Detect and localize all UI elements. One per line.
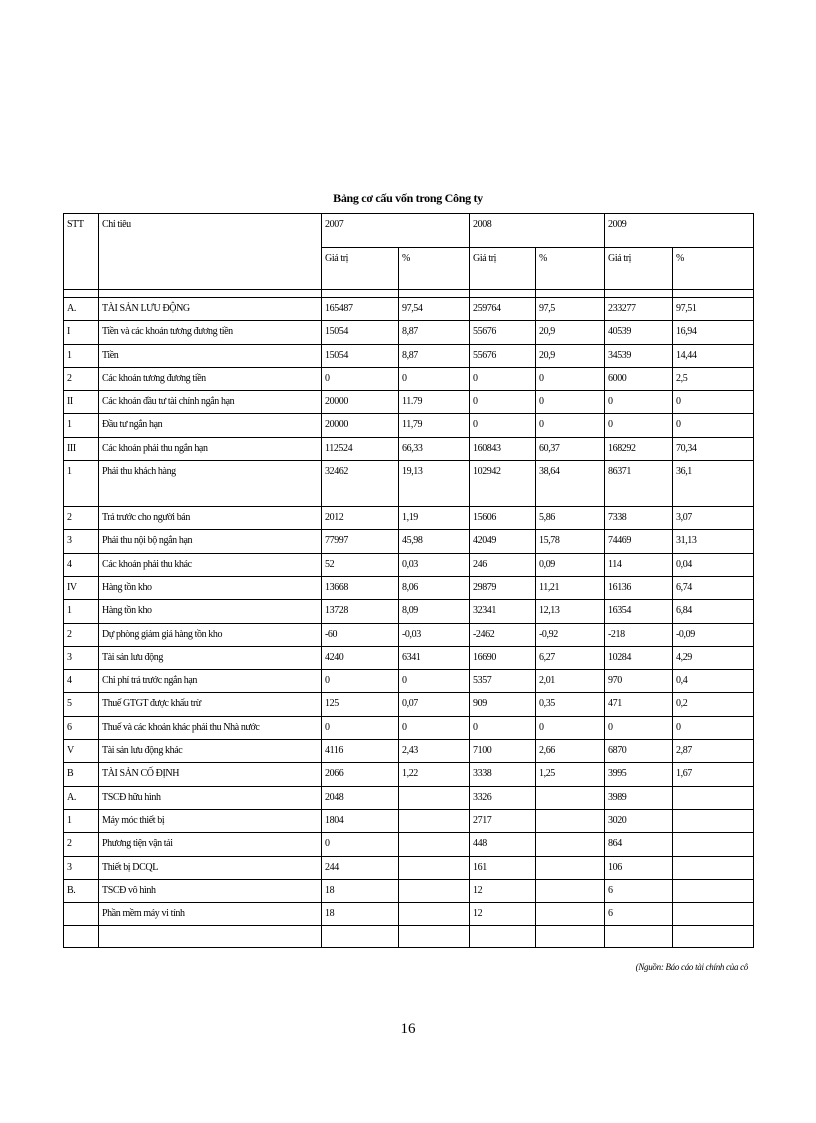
percent-2008-cell: 12,13 — [536, 600, 605, 623]
value-2007-cell: 20000 — [322, 391, 399, 414]
table-row — [64, 437, 754, 460]
percent-2007-cell: 97,54 — [399, 298, 470, 321]
percent-2009-cell: 4,29 — [673, 646, 754, 669]
value-2009-cell: 114 — [605, 553, 673, 576]
percent-2007-cell: 1,19 — [399, 507, 470, 530]
value-2009-cell: 16136 — [605, 576, 673, 599]
stt-cell: 1 — [64, 461, 99, 507]
value-2008-cell: 32341 — [470, 600, 536, 623]
item-name-cell: Tiền và các khoản tương đương tiền — [99, 321, 322, 344]
table-row — [64, 391, 754, 414]
percent-2007-cell: 0,03 — [399, 553, 470, 576]
value-2008-cell: 42049 — [470, 530, 536, 553]
item-name-cell: Thiết bị DCQL — [99, 856, 322, 879]
value-2007-cell: 0 — [322, 716, 399, 739]
percent-2008-cell: 0,09 — [536, 553, 605, 576]
stt-cell: IV — [64, 576, 99, 599]
value-2008-cell: 160843 — [470, 437, 536, 460]
percent-2007-cell — [399, 879, 470, 902]
stt-cell: 2 — [64, 507, 99, 530]
item-name-cell: Tài sản lưu động — [99, 646, 322, 669]
percent-2009-cell: 0 — [673, 716, 754, 739]
header-year-2008: 2008 — [470, 214, 605, 248]
value-2008-cell: 16690 — [470, 646, 536, 669]
percent-2007-cell: 11.79 — [399, 391, 470, 414]
stt-cell: I — [64, 321, 99, 344]
percent-2008-cell: 5,86 — [536, 507, 605, 530]
percent-2008-cell — [536, 786, 605, 809]
value-2009-cell: 34539 — [605, 344, 673, 367]
value-2008-cell: 3338 — [470, 763, 536, 786]
percent-2009-cell: 1,67 — [673, 763, 754, 786]
table-row — [64, 646, 754, 669]
percent-2007-cell — [399, 903, 470, 926]
percent-2007-cell: 8,06 — [399, 576, 470, 599]
item-name-cell: Phải thu nội bộ ngắn hạn — [99, 530, 322, 553]
value-2007-cell: 165487 — [322, 298, 399, 321]
value-2009-cell: 86371 — [605, 461, 673, 507]
value-2007-cell: 15054 — [322, 344, 399, 367]
value-2009-cell: 3989 — [605, 786, 673, 809]
value-2007-cell: 18 — [322, 879, 399, 902]
percent-2007-cell: 2,43 — [399, 740, 470, 763]
percent-2007-cell: 8,87 — [399, 344, 470, 367]
percent-2008-cell — [536, 833, 605, 856]
item-name-cell: Trả trước cho người bán — [99, 507, 322, 530]
value-2009-cell: 6870 — [605, 740, 673, 763]
percent-2007-cell: 45,98 — [399, 530, 470, 553]
percent-2007-cell: 11,79 — [399, 414, 470, 437]
value-2007-cell: 18 — [322, 903, 399, 926]
value-2009-cell: 7338 — [605, 507, 673, 530]
percent-2008-cell: 0,35 — [536, 693, 605, 716]
table-row — [64, 414, 754, 437]
capital-structure-table — [63, 213, 754, 948]
value-2009-cell: 40539 — [605, 321, 673, 344]
value-2009-cell: 16354 — [605, 600, 673, 623]
item-name-cell: TSCĐ hữu hình — [99, 786, 322, 809]
value-2007-cell: 0 — [322, 833, 399, 856]
percent-2008-cell: -0,92 — [536, 623, 605, 646]
value-2009-cell: 3020 — [605, 809, 673, 832]
percent-2009-cell — [673, 809, 754, 832]
table-row — [64, 321, 754, 344]
stt-cell: 2 — [64, 367, 99, 390]
stt-cell: A. — [64, 298, 99, 321]
value-2007-cell: 4240 — [322, 646, 399, 669]
percent-2007-cell: -0,03 — [399, 623, 470, 646]
stt-cell: 3 — [64, 856, 99, 879]
stt-cell: 1 — [64, 600, 99, 623]
item-name-cell: Tài sản lưu động khác — [99, 740, 322, 763]
percent-2008-cell: 0 — [536, 414, 605, 437]
table-row — [64, 809, 754, 832]
value-2007-cell: 1804 — [322, 809, 399, 832]
stt-cell: 4 — [64, 553, 99, 576]
value-2008-cell: 55676 — [470, 344, 536, 367]
value-2007-cell: 13668 — [322, 576, 399, 599]
item-name-cell: Dự phòng giảm giá hàng tồn kho — [99, 623, 322, 646]
value-2009-cell: 168292 — [605, 437, 673, 460]
percent-2008-cell: 0 — [536, 367, 605, 390]
value-2008-cell: 0 — [470, 414, 536, 437]
table-row — [64, 833, 754, 856]
table-row — [64, 786, 754, 809]
value-2007-cell: 32462 — [322, 461, 399, 507]
stt-cell: 4 — [64, 670, 99, 693]
value-2009-cell: 0 — [605, 391, 673, 414]
percent-2008-cell: 20,9 — [536, 344, 605, 367]
table-row — [64, 879, 754, 902]
percent-2007-cell: 1,22 — [399, 763, 470, 786]
stt-cell: III — [64, 437, 99, 460]
value-2009-cell: 6 — [605, 903, 673, 926]
percent-2008-cell: 97,5 — [536, 298, 605, 321]
percent-2007-cell: 66,33 — [399, 437, 470, 460]
header-year-2009: 2009 — [605, 214, 754, 248]
table-row — [64, 856, 754, 879]
stt-cell: 3 — [64, 646, 99, 669]
value-2008-cell: 246 — [470, 553, 536, 576]
stt-cell: 3 — [64, 530, 99, 553]
value-2008-cell: 2717 — [470, 809, 536, 832]
percent-2007-cell: 19,13 — [399, 461, 470, 507]
value-2008-cell — [470, 926, 536, 948]
table-row — [64, 693, 754, 716]
value-2007-cell: 244 — [322, 856, 399, 879]
item-name-cell: Chi phí trả trước ngắn hạn — [99, 670, 322, 693]
table-row — [64, 576, 754, 599]
table-row — [64, 461, 754, 507]
percent-2007-cell — [399, 856, 470, 879]
table-row — [64, 367, 754, 390]
value-2007-cell: 4116 — [322, 740, 399, 763]
item-name-cell: TÀI SẢN CỐ ĐỊNH — [99, 763, 322, 786]
item-name-cell: Tiền — [99, 344, 322, 367]
value-2008-cell: 909 — [470, 693, 536, 716]
value-2009-cell: 3995 — [605, 763, 673, 786]
item-name-cell: Máy móc thiết bị — [99, 809, 322, 832]
percent-2007-cell: 8,09 — [399, 600, 470, 623]
percent-2009-cell: 0 — [673, 391, 754, 414]
percent-2008-cell: 20,9 — [536, 321, 605, 344]
value-2009-cell: 233277 — [605, 298, 673, 321]
value-2009-cell — [605, 926, 673, 948]
value-2008-cell: 5357 — [470, 670, 536, 693]
percent-2009-cell — [673, 786, 754, 809]
percent-2007-cell: 8,87 — [399, 321, 470, 344]
percent-2008-cell — [536, 879, 605, 902]
stt-cell: B — [64, 763, 99, 786]
stt-cell: V — [64, 740, 99, 763]
value-2007-cell: 52 — [322, 553, 399, 576]
value-2007-cell: -60 — [322, 623, 399, 646]
percent-2009-cell: 36,1 — [673, 461, 754, 507]
table-row — [64, 530, 754, 553]
item-name-cell — [99, 926, 322, 948]
value-2007-cell: 112524 — [322, 437, 399, 460]
table-row — [64, 926, 754, 948]
percent-2009-cell: 0,2 — [673, 693, 754, 716]
value-2008-cell: 102942 — [470, 461, 536, 507]
percent-2008-cell — [536, 926, 605, 948]
header-spacer-row — [64, 290, 754, 298]
item-name-cell: Thuế GTGT được khấu trừ — [99, 693, 322, 716]
value-2007-cell: 0 — [322, 367, 399, 390]
percent-2007-cell: 0 — [399, 716, 470, 739]
stt-cell: 1 — [64, 344, 99, 367]
table-row — [64, 298, 754, 321]
table-row — [64, 553, 754, 576]
value-2007-cell: 20000 — [322, 414, 399, 437]
percent-2008-cell: 0 — [536, 391, 605, 414]
table-row — [64, 903, 754, 926]
percent-2008-cell — [536, 856, 605, 879]
item-name-cell: Hàng tồn kho — [99, 600, 322, 623]
percent-2008-cell: 38,64 — [536, 461, 605, 507]
value-2009-cell: 864 — [605, 833, 673, 856]
stt-cell: A. — [64, 786, 99, 809]
percent-2009-cell — [673, 856, 754, 879]
stt-cell: 2 — [64, 623, 99, 646]
percent-2007-cell — [399, 833, 470, 856]
value-2008-cell: 15606 — [470, 507, 536, 530]
percent-2009-cell: 6,84 — [673, 600, 754, 623]
stt-cell: B. — [64, 879, 99, 902]
value-2009-cell: 6000 — [605, 367, 673, 390]
percent-2007-cell: 0 — [399, 670, 470, 693]
percent-2009-cell: 70,34 — [673, 437, 754, 460]
stt-cell: 6 — [64, 716, 99, 739]
percent-2009-cell: 16,94 — [673, 321, 754, 344]
percent-2009-cell — [673, 879, 754, 902]
stt-cell: 1 — [64, 414, 99, 437]
value-2009-cell: 471 — [605, 693, 673, 716]
value-2009-cell: 106 — [605, 856, 673, 879]
percent-2008-cell — [536, 903, 605, 926]
item-name-cell: Hàng tồn kho — [99, 576, 322, 599]
header-value-2009: Giá trị — [605, 248, 673, 290]
value-2009-cell: -218 — [605, 623, 673, 646]
item-name-cell: Phải thu khách hàng — [99, 461, 322, 507]
percent-2007-cell — [399, 926, 470, 948]
table-row — [64, 344, 754, 367]
value-2008-cell: 259764 — [470, 298, 536, 321]
percent-2009-cell: 14,44 — [673, 344, 754, 367]
header-chi-tieu: Chỉ tiêu — [99, 214, 322, 290]
item-name-cell: Phương tiện vận tải — [99, 833, 322, 856]
percent-2009-cell: 2,5 — [673, 367, 754, 390]
value-2008-cell: 3326 — [470, 786, 536, 809]
value-2008-cell: 0 — [470, 716, 536, 739]
percent-2009-cell: 31,13 — [673, 530, 754, 553]
value-2009-cell: 6 — [605, 879, 673, 902]
value-2008-cell: 55676 — [470, 321, 536, 344]
stt-cell — [64, 926, 99, 948]
percent-2009-cell — [673, 833, 754, 856]
item-name-cell: Các khoản phải thu khác — [99, 553, 322, 576]
header-year-2007: 2007 — [322, 214, 470, 248]
table-row — [64, 740, 754, 763]
header-value-2008: Giá trị — [470, 248, 536, 290]
percent-2008-cell: 2,66 — [536, 740, 605, 763]
stt-cell: 1 — [64, 809, 99, 832]
percent-2008-cell: 6,27 — [536, 646, 605, 669]
percent-2009-cell — [673, 926, 754, 948]
header-value-2007: Giá trị — [322, 248, 399, 290]
percent-2008-cell: 2,01 — [536, 670, 605, 693]
header-percent-2009: % — [673, 248, 754, 290]
percent-2009-cell: 0 — [673, 414, 754, 437]
value-2008-cell: 29879 — [470, 576, 536, 599]
stt-cell — [64, 903, 99, 926]
value-2008-cell: 0 — [470, 391, 536, 414]
header-row-years — [64, 214, 754, 248]
percent-2009-cell: -0,09 — [673, 623, 754, 646]
percent-2007-cell: 0,07 — [399, 693, 470, 716]
item-name-cell: Các khoản đầu tư tài chính ngắn hạn — [99, 391, 322, 414]
percent-2008-cell: 11,21 — [536, 576, 605, 599]
item-name-cell: Thuế và các khoản khác phải thu Nhà nước — [99, 716, 322, 739]
value-2008-cell: -2462 — [470, 623, 536, 646]
percent-2009-cell: 0,04 — [673, 553, 754, 576]
percent-2007-cell: 6341 — [399, 646, 470, 669]
stt-cell: 5 — [64, 693, 99, 716]
table-row — [64, 507, 754, 530]
percent-2009-cell — [673, 903, 754, 926]
table-title: Bảng cơ cấu vốn trong Công ty — [333, 191, 483, 205]
value-2008-cell: 0 — [470, 367, 536, 390]
value-2008-cell: 7100 — [470, 740, 536, 763]
table-row — [64, 716, 754, 739]
table-row — [64, 670, 754, 693]
percent-2009-cell: 0,4 — [673, 670, 754, 693]
percent-2009-cell: 6,74 — [673, 576, 754, 599]
percent-2007-cell — [399, 809, 470, 832]
value-2008-cell: 12 — [470, 903, 536, 926]
item-name-cell: TÀI SẢN LƯU ĐỘNG — [99, 298, 322, 321]
value-2007-cell: 2012 — [322, 507, 399, 530]
value-2007-cell: 2066 — [322, 763, 399, 786]
value-2007-cell: 77997 — [322, 530, 399, 553]
percent-2009-cell: 3,07 — [673, 507, 754, 530]
percent-2009-cell: 2,87 — [673, 740, 754, 763]
value-2008-cell: 161 — [470, 856, 536, 879]
item-name-cell: Đầu tư ngắn hạn — [99, 414, 322, 437]
source-note: (Nguồn: Báo cáo tài chính của cô — [635, 962, 748, 972]
value-2007-cell: 13728 — [322, 600, 399, 623]
value-2009-cell: 970 — [605, 670, 673, 693]
percent-2007-cell — [399, 786, 470, 809]
percent-2008-cell: 0 — [536, 716, 605, 739]
value-2008-cell: 12 — [470, 879, 536, 902]
value-2008-cell: 448 — [470, 833, 536, 856]
value-2007-cell — [322, 926, 399, 948]
header-percent-2007: % — [399, 248, 470, 290]
value-2007-cell: 0 — [322, 670, 399, 693]
value-2009-cell: 74469 — [605, 530, 673, 553]
value-2007-cell: 125 — [322, 693, 399, 716]
header-percent-2008: % — [536, 248, 605, 290]
item-name-cell: TSCĐ vô hình — [99, 879, 322, 902]
percent-2008-cell: 1,25 — [536, 763, 605, 786]
stt-cell: 2 — [64, 833, 99, 856]
value-2007-cell: 2048 — [322, 786, 399, 809]
item-name-cell: Các khoản phải thu ngắn hạn — [99, 437, 322, 460]
percent-2008-cell — [536, 809, 605, 832]
value-2009-cell: 10284 — [605, 646, 673, 669]
table-row — [64, 600, 754, 623]
percent-2007-cell: 0 — [399, 367, 470, 390]
percent-2009-cell: 97,51 — [673, 298, 754, 321]
percent-2008-cell: 60,37 — [536, 437, 605, 460]
stt-cell: II — [64, 391, 99, 414]
percent-2008-cell: 15,78 — [536, 530, 605, 553]
table-row — [64, 623, 754, 646]
value-2007-cell: 15054 — [322, 321, 399, 344]
item-name-cell: Phần mềm máy vi tính — [99, 903, 322, 926]
table-row — [64, 763, 754, 786]
header-stt: STT — [64, 214, 99, 290]
value-2009-cell: 0 — [605, 716, 673, 739]
value-2009-cell: 0 — [605, 414, 673, 437]
page-number: 16 — [400, 1021, 416, 1037]
item-name-cell: Các khoản tương đương tiền — [99, 367, 322, 390]
